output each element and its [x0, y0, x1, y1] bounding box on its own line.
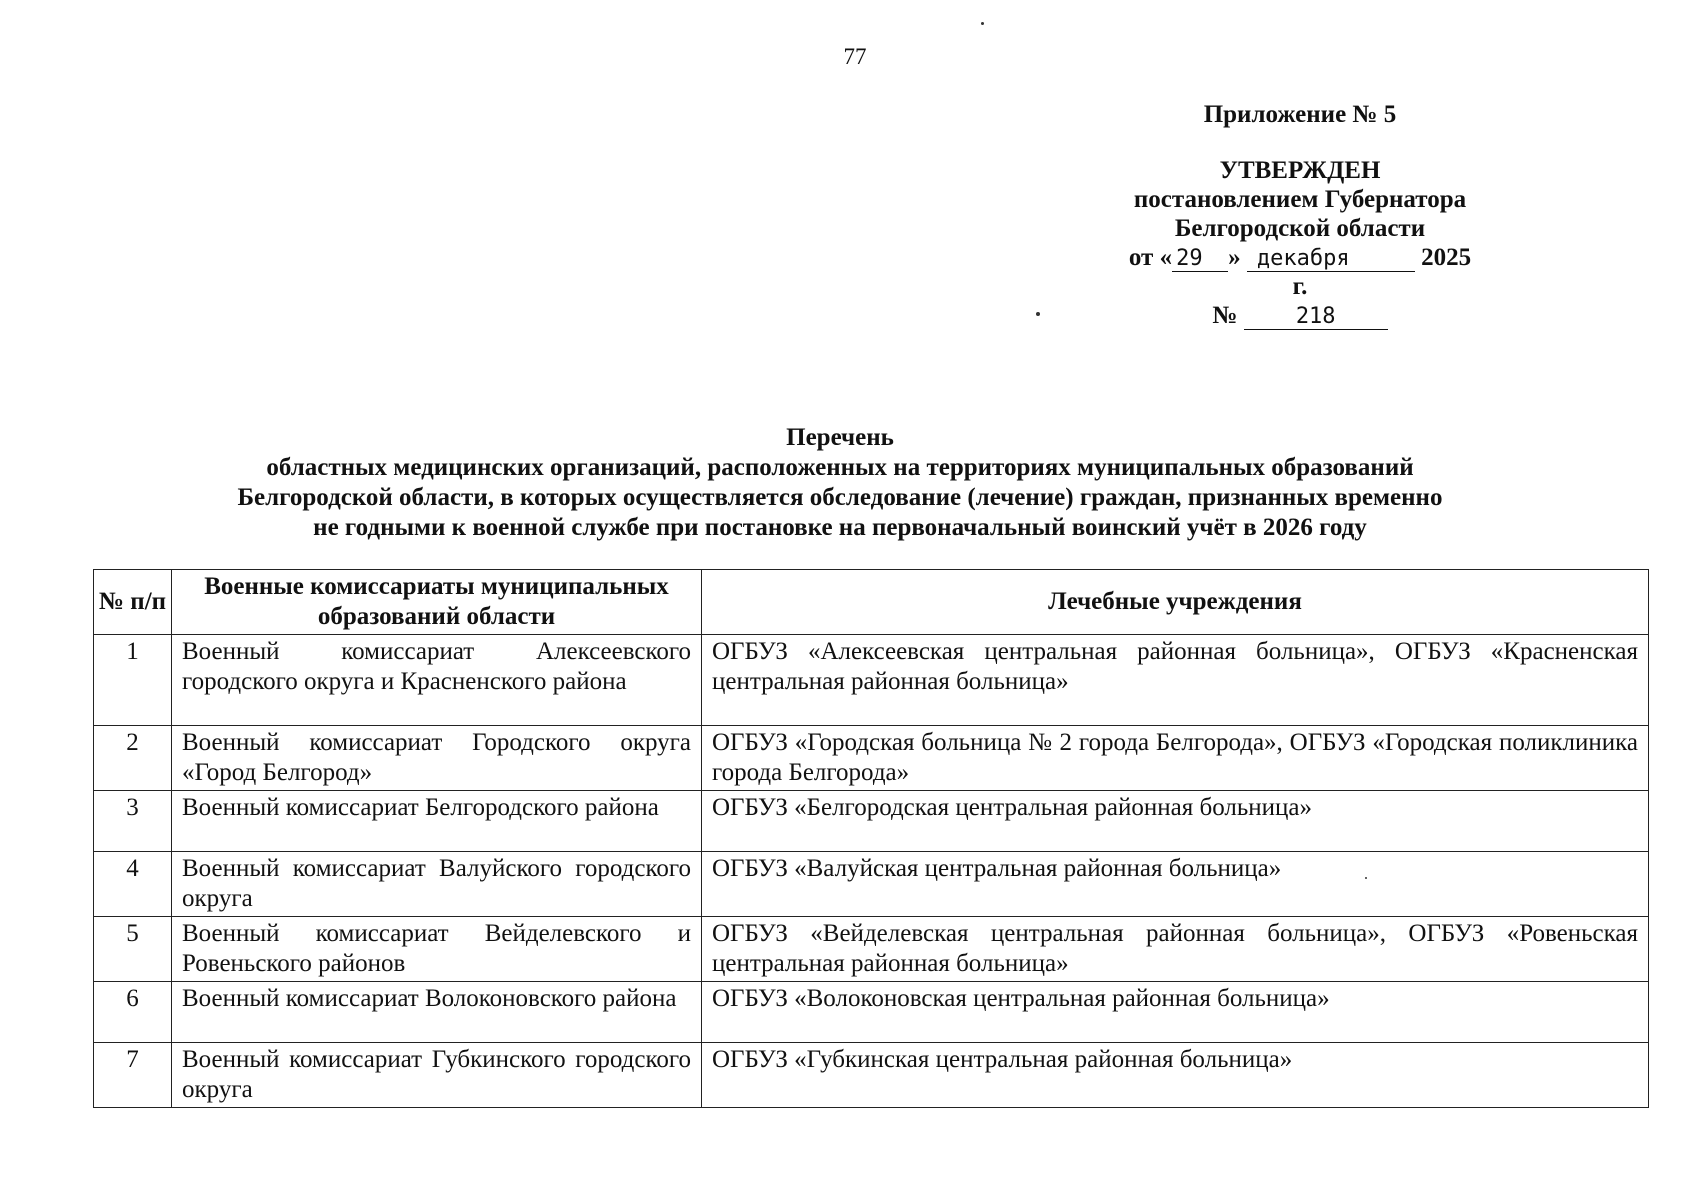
date-prefix: от «: [1128, 244, 1173, 271]
header-hospitals: Лечебные учреждения: [702, 570, 1649, 635]
table-header-row: [94, 570, 1649, 635]
document-heading: [140, 423, 1540, 543]
row-num: 1: [94, 635, 172, 726]
heading-title: Перечень: [786, 424, 894, 451]
table-row: [94, 726, 1649, 791]
table-row: [94, 917, 1649, 982]
row-num: 4: [94, 852, 172, 917]
header-commissariat: Военные комиссариаты муниципальных образований области: [172, 570, 702, 635]
table-row: [94, 791, 1649, 852]
heading-line-2: Белгородской области, в которых осуществляется обследование (лечение) граждан, признанных временно: [237, 484, 1443, 511]
organizations-table: [93, 569, 1649, 1108]
header-num: № п/п: [94, 570, 172, 635]
row-hospitals: ОГБУЗ «Волоконовская центральная районная больница»: [702, 982, 1649, 1043]
scan-speck: [981, 22, 984, 25]
approval-date: [1120, 243, 1480, 301]
table-row: [94, 982, 1649, 1043]
row-commissariat: Военный комиссариат Валуйского городского округа: [172, 852, 702, 917]
date-month: декабря: [1247, 247, 1415, 272]
row-commissariat: Военный комиссариат Городского округа «Город Белгород»: [172, 726, 702, 791]
row-commissariat: Военный комиссариат Волоконовского района: [172, 982, 702, 1043]
approval-block: [1120, 100, 1480, 330]
approval-number: [1120, 301, 1480, 330]
row-commissariat: Военный комиссариат Белгородского района: [172, 791, 702, 852]
row-num: 7: [94, 1043, 172, 1108]
row-commissariat: Военный комиссариат Вейделевского и Ровеньского районов: [172, 917, 702, 982]
row-num: 6: [94, 982, 172, 1043]
row-hospitals: ОГБУЗ «Губкинская центральная районная больница»: [702, 1043, 1649, 1108]
row-commissariat: Военный комиссариат Губкинского городского округа: [172, 1043, 702, 1108]
date-day: 29: [1172, 247, 1228, 272]
document-number: 218: [1244, 305, 1388, 330]
row-num: 2: [94, 726, 172, 791]
number-prefix: №: [1212, 302, 1238, 329]
approval-line-2: Белгородской области: [1174, 215, 1426, 242]
table-row: [94, 635, 1649, 726]
table-row: [94, 1043, 1649, 1108]
row-commissariat: Военный комиссариат Алексеевского городского округа и Красненского района: [172, 635, 702, 726]
row-hospitals: ОГБУЗ «Белгородская центральная районная больница»: [702, 791, 1649, 852]
row-num: 5: [94, 917, 172, 982]
row-hospitals: ОГБУЗ «Алексеевская центральная районная больница», ОГБУЗ «Красненская центральная районная больница»: [702, 635, 1649, 726]
table-row: [94, 852, 1649, 917]
row-hospitals: ОГБУЗ «Вейделевская центральная районная больница», ОГБУЗ «Ровеньская центральная районная больница»: [702, 917, 1649, 982]
scan-speck: [1036, 312, 1040, 316]
date-year: 2025 г.: [1292, 244, 1472, 300]
row-num: 3: [94, 791, 172, 852]
heading-line-3: не годными к военной службе при постановке на первоначальный воинский учёт в 2026 году: [313, 514, 1367, 541]
approved-label: УТВЕРЖДЕН: [1219, 157, 1381, 184]
date-mid: »: [1228, 244, 1241, 271]
heading-line-1: областных медицинских организаций, расположенных на территориях муниципальных образований: [266, 454, 1414, 481]
scan-speck: [1365, 877, 1367, 879]
row-hospitals: ОГБУЗ «Валуйская центральная районная больница»: [702, 852, 1649, 917]
approval-line-1: постановлением Губернатора: [1133, 186, 1467, 213]
appendix-title: Приложение № 5: [1203, 101, 1397, 128]
page-number: 77: [843, 44, 867, 69]
row-hospitals: ОГБУЗ «Городская больница № 2 города Белгорода», ОГБУЗ «Городская поликлиника города Белгорода»: [702, 726, 1649, 791]
